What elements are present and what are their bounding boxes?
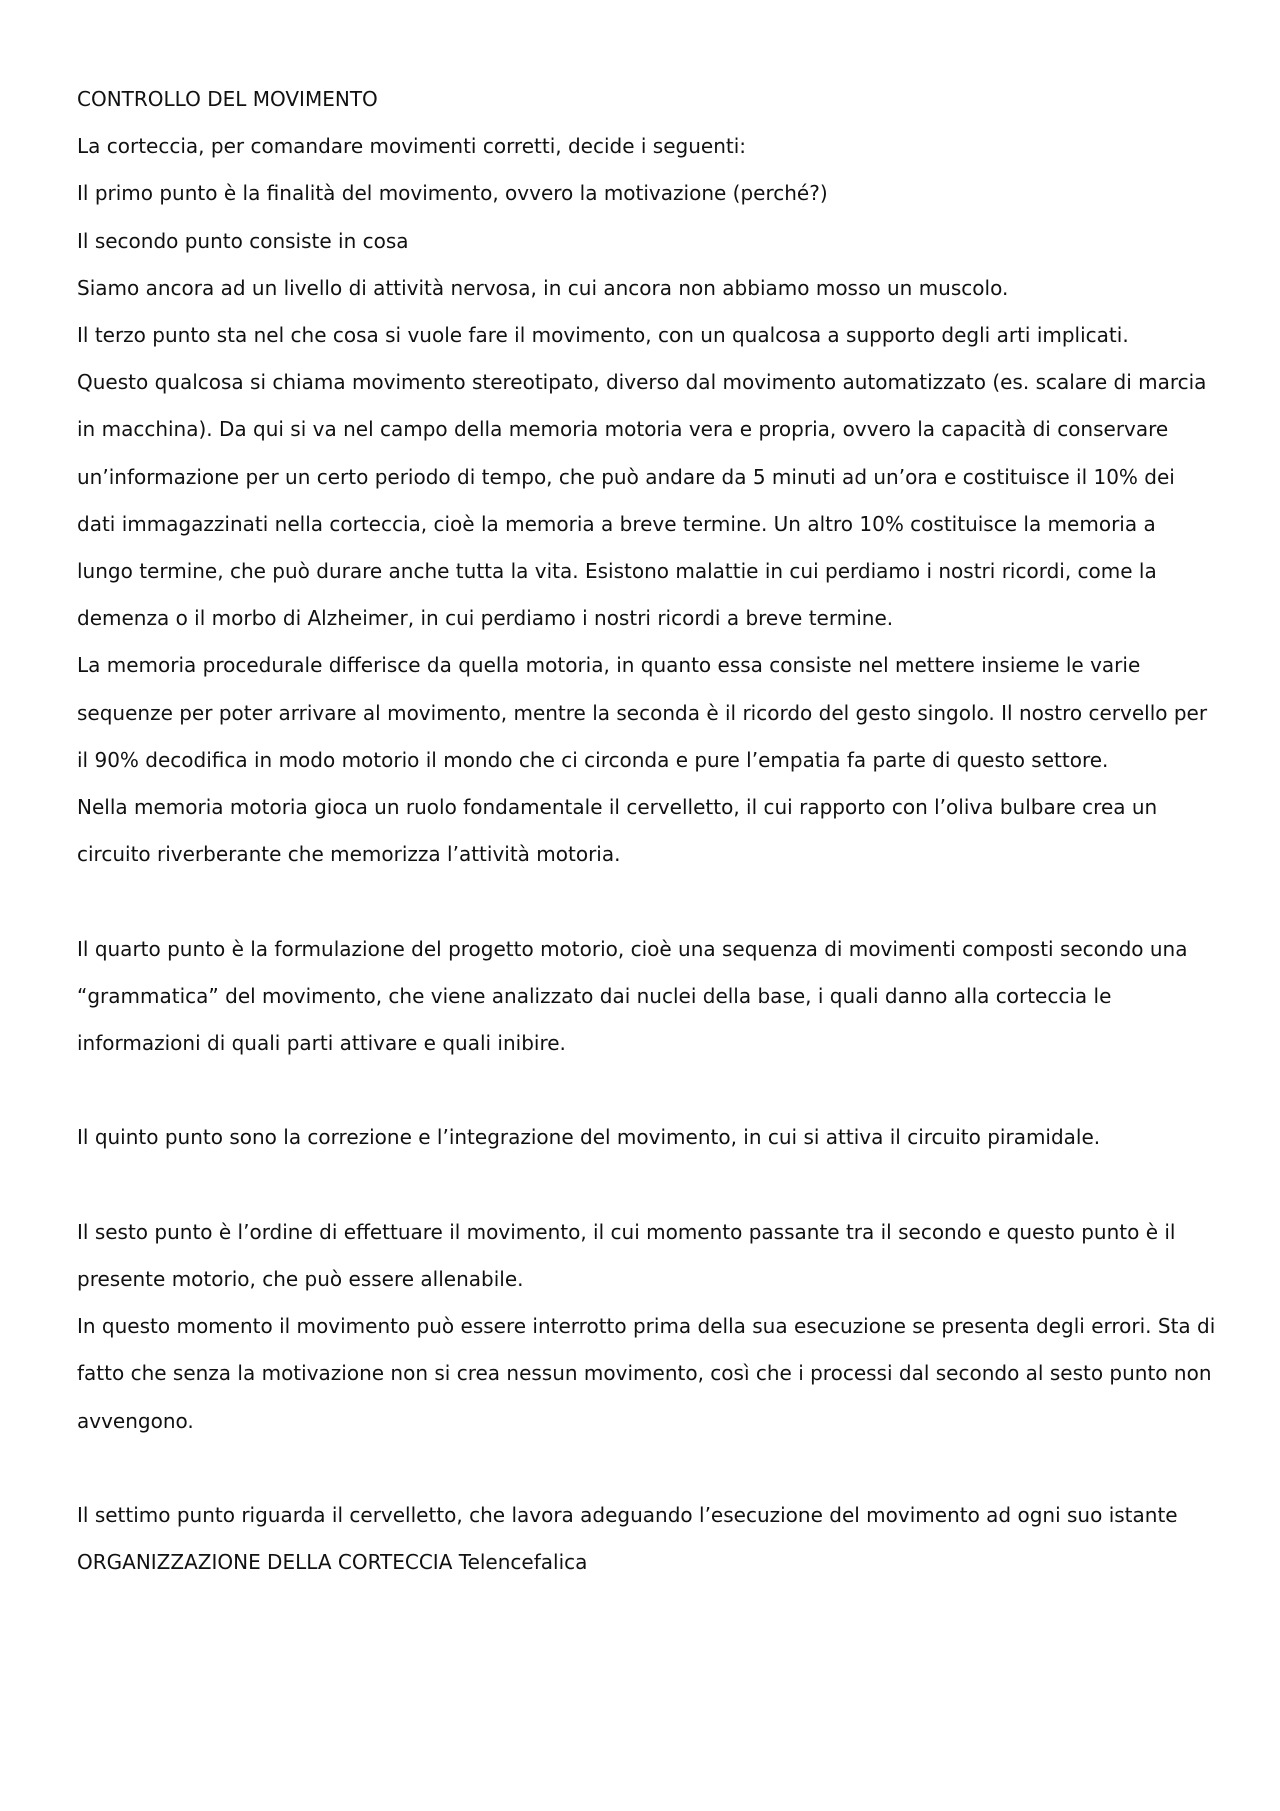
paragraph: Il quarto punto è la formulazione del progetto motorio, cioè una sequenza di movimenti composti secondo una “grammatica” del movimento, che viene analizzato dai nuclei della base, i quali danno alla corteccia le informazioni di quali parti attivare e quali inibire.: [77, 936, 1188, 1056]
blank-line: [77, 1067, 1217, 1114]
paragraph: Il primo punto è la finalità del movimento, ovvero la motivazione (perché?): [77, 181, 828, 206]
footer-heading: ORGANIZZAZIONE DELLA CORTECCIA Telencefalica: [77, 1550, 588, 1575]
blank-line: [77, 878, 1217, 925]
paragraph: Nella memoria motoria gioca un ruolo fondamentale il cervelletto, il cui rapporto con l’oliva bulbare crea un circuito riverberante che memorizza l’attività motoria.: [77, 795, 1158, 867]
blank-line: [77, 1445, 1217, 1492]
paragraph: Il sesto punto è l’ordine di effettuare il movimento, il cui momento passante tra il secondo e questo punto è il presente motorio, che può essere allenabile.: [77, 1219, 1176, 1292]
paragraph: In questo momento il movimento può essere interrotto prima della sua esecuzione se presenta degli errori. Sta di fatto che senza la motivazione non si crea nessun movimento, così che i processi dal secondo al sesto punto non avvengono.: [77, 1314, 1216, 1433]
paragraph: Questo qualcosa si chiama movimento stereotipato, diverso dal movimento automatizzato (es. scalare di marcia in macchina). Da qui si va nel campo della memoria motoria vera e propria, ovvero la capacità di conservare un’informazione per un certo periodo di tempo, che può andare da 5 minuti ad un’ora e costituisce il 10% dei dati immagazzinati nella corteccia, cioè la memoria a breve termine. Un altro 10% costituisce la memoria a lungo termine, che può durare anche tutta la vita. Esistono malattie in cui perdiamo i nostri ricordi, come la demenza o il morbo di Alzheimer, in cui perdiamo i nostri ricordi a breve termine.: [77, 370, 1207, 631]
paragraph: La corteccia, per comandare movimenti corretti, decide i seguenti:: [77, 134, 747, 159]
paragraph: Il terzo punto sta nel che cosa si vuole fare il movimento, con un qualcosa a supporto degli arti implicati.: [77, 323, 1129, 348]
document-page: [77, 76, 1217, 1586]
paragraph: Il secondo punto consiste in cosa: [77, 228, 409, 253]
paragraph: Siamo ancora ad un livello di attività nervosa, in cui ancora non abbiamo mosso un muscolo.: [77, 275, 1009, 300]
paragraph: Il quinto punto sono la correzione e l’integrazione del movimento, in cui si attiva il circuito piramidale.: [77, 1125, 1101, 1150]
document-title: CONTROLLO DEL MOVIMENTO: [77, 87, 378, 111]
blank-line: [77, 1162, 1217, 1209]
paragraph: La memoria procedurale differisce da quella motoria, in quanto essa consiste nel mettere insieme le varie sequenze per poter arrivare al movimento, mentre la seconda è il ricordo del gesto singolo. Il nostro cervello per il 90% decodifica in modo motorio il mondo che ci circonda e pure l’empatia fa parte di questo settore.: [77, 653, 1208, 772]
paragraph: Il settimo punto riguarda il cervelletto, che lavora adeguando l’esecuzione del movimento ad ogni suo istante: [77, 1503, 1178, 1528]
